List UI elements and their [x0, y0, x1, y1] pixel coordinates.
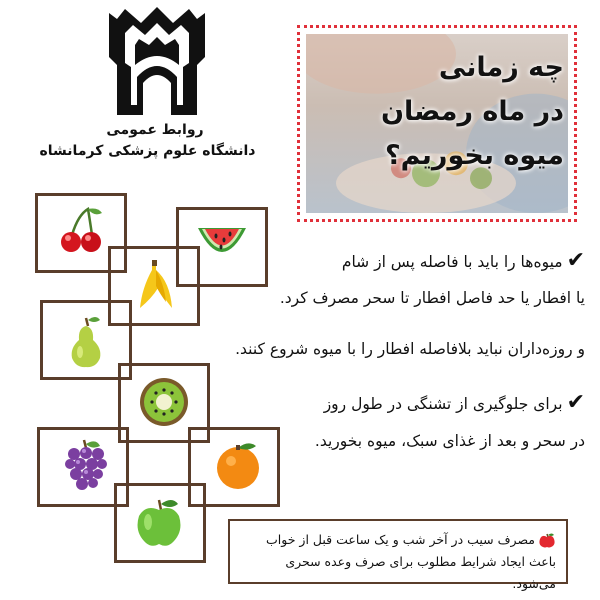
university-logo — [105, 5, 210, 125]
note-line-1: مصرف سیب در آخر شب و یک ساعت قبل از خواب — [240, 529, 556, 551]
watermelon-icon — [194, 222, 250, 264]
university-name: دانشگاه علوم پزشکی کرمانشاه — [39, 143, 256, 159]
cherry-icon — [58, 205, 104, 255]
title-card — [297, 25, 577, 222]
org-name: روابط عمومی — [106, 122, 204, 138]
note-line-2: باعث ایجاد شرایط مطلوب برای صرف وعده سحری می‌شود. — [285, 554, 556, 591]
tip-1-line-1: ✔میوه‌ها را باید با فاصله پس از شام — [341, 248, 585, 273]
check-icon: ✔ — [566, 390, 585, 415]
orange-icon — [212, 440, 264, 490]
title-text — [306, 46, 564, 178]
tip-1-line-2: یا افطار یا حد فاصل افطار تا سحر مصرف کرد. — [279, 289, 585, 307]
banana-icon — [130, 258, 180, 314]
title-line-2: در ماه رمضان — [380, 96, 564, 127]
apple-icon — [538, 530, 556, 548]
title-line-3: میوه بخوریم؟ — [384, 140, 564, 171]
tip-3-line-1: ✔برای جلوگیری از تشنگی در طول روز — [323, 390, 585, 415]
kiwi-icon — [138, 376, 190, 428]
check-icon: ✔ — [566, 248, 585, 273]
title-line-1: چه زمانی — [438, 52, 564, 83]
pear-icon — [66, 312, 106, 368]
note-box — [228, 519, 568, 591]
tip-2-line-1: و روزه‌داران نباید بلافاصله افطار را با میوه شروع کنند. — [235, 340, 585, 358]
tip-3-line-2: در سحر و بعد از غذای سبک، میوه بخورید. — [314, 432, 585, 450]
grapes-icon — [62, 438, 108, 494]
green-apple-icon — [134, 494, 184, 548]
